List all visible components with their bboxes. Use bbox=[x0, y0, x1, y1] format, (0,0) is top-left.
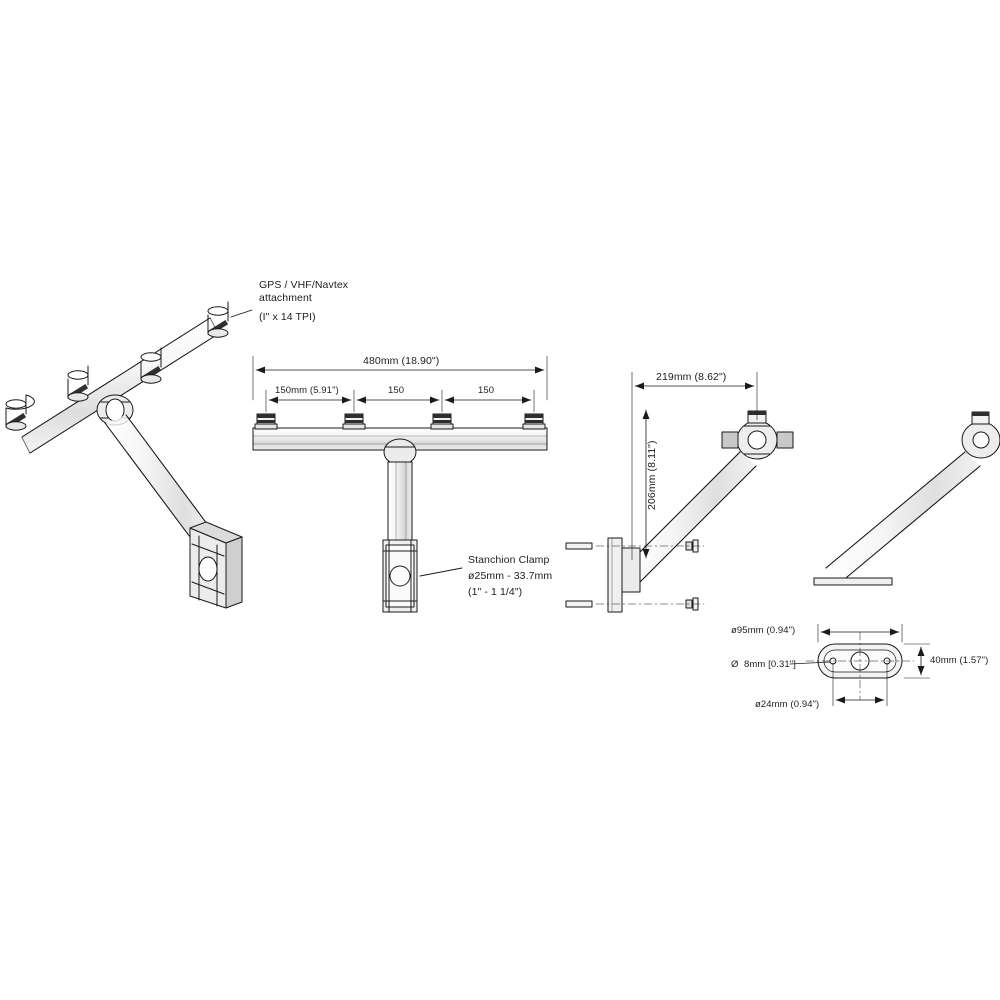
dimension-base-plate-width: 40mm (1.57") bbox=[930, 655, 989, 666]
right-side-view bbox=[814, 412, 1000, 585]
dimension-spacing-third: 150 bbox=[478, 385, 495, 396]
dimension-spacing-first: 150mm (5.91") bbox=[275, 385, 339, 396]
dimension-hole-spacing: ø24mm (0.94") bbox=[755, 699, 820, 710]
gps-attachment-label-line1: GPS / VHF/Navtex bbox=[259, 279, 349, 291]
dimension-overall-length: 480mm (18.90") bbox=[363, 355, 440, 367]
dimension-arm-projection: 219mm (8.62") bbox=[656, 371, 727, 383]
dimension-arm-height: 206mm (8.11") bbox=[646, 440, 658, 510]
side-elevation-view bbox=[566, 372, 793, 612]
gps-attachment-label-line2: attachment bbox=[259, 292, 312, 304]
dimension-hole-diameter: Ø 8mm [0.31"] bbox=[731, 659, 796, 670]
dimension-spacing-second: 150 bbox=[388, 385, 405, 396]
gps-attachment-label-line3: (I" x 14 TPI) bbox=[259, 311, 316, 323]
stanchion-clamp-label-line1: Stanchion Clamp bbox=[468, 554, 550, 566]
stanchion-clamp-label-line3: (1" - 1 1/4") bbox=[468, 586, 523, 598]
isometric-view bbox=[6, 302, 252, 608]
dimension-base-plate-length: ø95mm (0.94") bbox=[731, 625, 796, 636]
stanchion-clamp-label-line2: ø25mm - 33.7mm bbox=[468, 570, 553, 582]
base-plate-detail bbox=[790, 624, 930, 706]
